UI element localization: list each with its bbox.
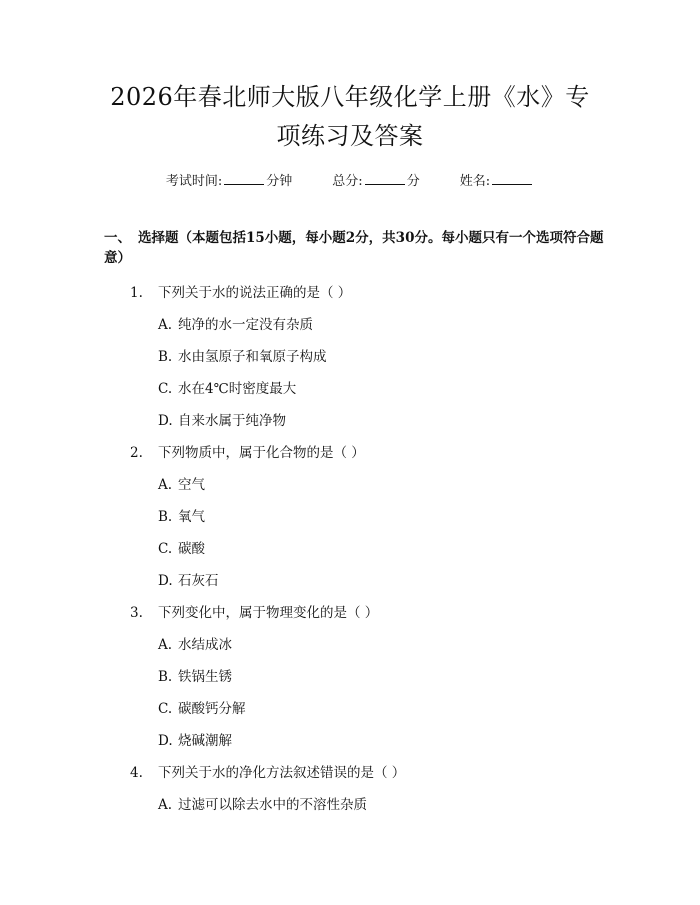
option-text: 水结成冰 — [178, 637, 232, 653]
question-text: 下列物质中，属于化合物的是（ ） — [158, 445, 365, 461]
question-1-option-b — [158, 345, 327, 365]
question-number: 4. — [130, 765, 143, 781]
total-score — [332, 170, 419, 189]
exam-time — [166, 170, 292, 189]
question-text: 下列关于水的净化方法叙述错误的是（ ） — [158, 765, 406, 781]
option-text: 空气 — [178, 477, 205, 493]
question-3-option-d — [158, 729, 232, 749]
option-text: 自来水属于纯净物 — [178, 413, 286, 429]
question-text: 下列关于水的说法正确的是（ ） — [158, 285, 352, 301]
section-heading — [104, 228, 604, 268]
option-text: 水由氢原子和氧原子构成 — [178, 349, 327, 365]
option-letter: A. — [158, 317, 173, 333]
question-number: 2. — [130, 445, 143, 461]
question-4-option-a — [158, 793, 367, 813]
option-text: 碳酸 — [178, 541, 205, 557]
score-unit: 分 — [406, 174, 420, 189]
option-letter: A. — [158, 797, 173, 813]
score-label: 总分: — [332, 174, 363, 189]
time-blank — [224, 172, 264, 185]
option-letter: A. — [158, 637, 173, 653]
question-3 — [130, 601, 378, 621]
question-2-option-a — [158, 473, 205, 493]
title-line-1: 2026年春北师大版八年级化学上册《水》专 — [110, 83, 590, 111]
question-number: 1. — [130, 285, 143, 301]
option-letter: D. — [158, 413, 173, 429]
option-letter: B. — [158, 509, 173, 525]
option-text: 石灰石 — [178, 573, 219, 589]
student-name — [460, 170, 534, 189]
option-letter: B. — [158, 669, 173, 685]
title-line-2: 项练习及答案 — [276, 122, 424, 150]
option-letter: D. — [158, 733, 173, 749]
option-letter: C. — [158, 541, 173, 557]
option-text: 过滤可以除去水中的不溶性杂质 — [178, 797, 367, 813]
page-title — [90, 78, 610, 156]
question-number: 3. — [130, 605, 143, 621]
option-text: 烧碱潮解 — [178, 733, 232, 749]
question-1-option-c — [158, 377, 296, 397]
question-1-option-d — [158, 409, 286, 429]
exam-meta — [0, 170, 700, 189]
question-1 — [130, 281, 351, 301]
question-2-option-d — [158, 569, 219, 589]
question-text: 下列变化中，属于物理变化的是（ ） — [158, 605, 379, 621]
name-label: 姓名: — [459, 174, 491, 189]
name-blank — [492, 172, 532, 185]
option-text: 碳酸钙分解 — [178, 701, 246, 717]
option-letter: D. — [158, 573, 173, 589]
option-text: 纯净的水一定没有杂质 — [178, 317, 313, 333]
option-text: 水在4℃时密度最大 — [178, 381, 297, 397]
time-unit: 分钟 — [266, 174, 293, 189]
option-letter: C. — [158, 381, 173, 397]
question-2-option-b — [158, 505, 205, 525]
score-blank — [365, 172, 405, 185]
question-2 — [130, 441, 365, 461]
option-letter: A. — [158, 477, 173, 493]
question-4 — [130, 761, 405, 781]
option-text: 氧气 — [178, 509, 205, 525]
question-3-option-c — [158, 697, 246, 717]
option-letter: C. — [158, 701, 173, 717]
question-2-option-c — [158, 537, 205, 557]
time-label: 考试时间: — [165, 174, 223, 189]
question-3-option-a — [158, 633, 232, 653]
option-text: 铁锅生锈 — [178, 669, 232, 685]
section-text: 选择题（本题包括15小题，每小题2分，共30分。每小题只有一个选项符合题意） — [104, 230, 604, 266]
section-number: 一、 — [104, 230, 131, 246]
question-3-option-b — [158, 665, 232, 685]
option-letter: B. — [158, 349, 173, 365]
question-1-option-a — [158, 313, 313, 333]
